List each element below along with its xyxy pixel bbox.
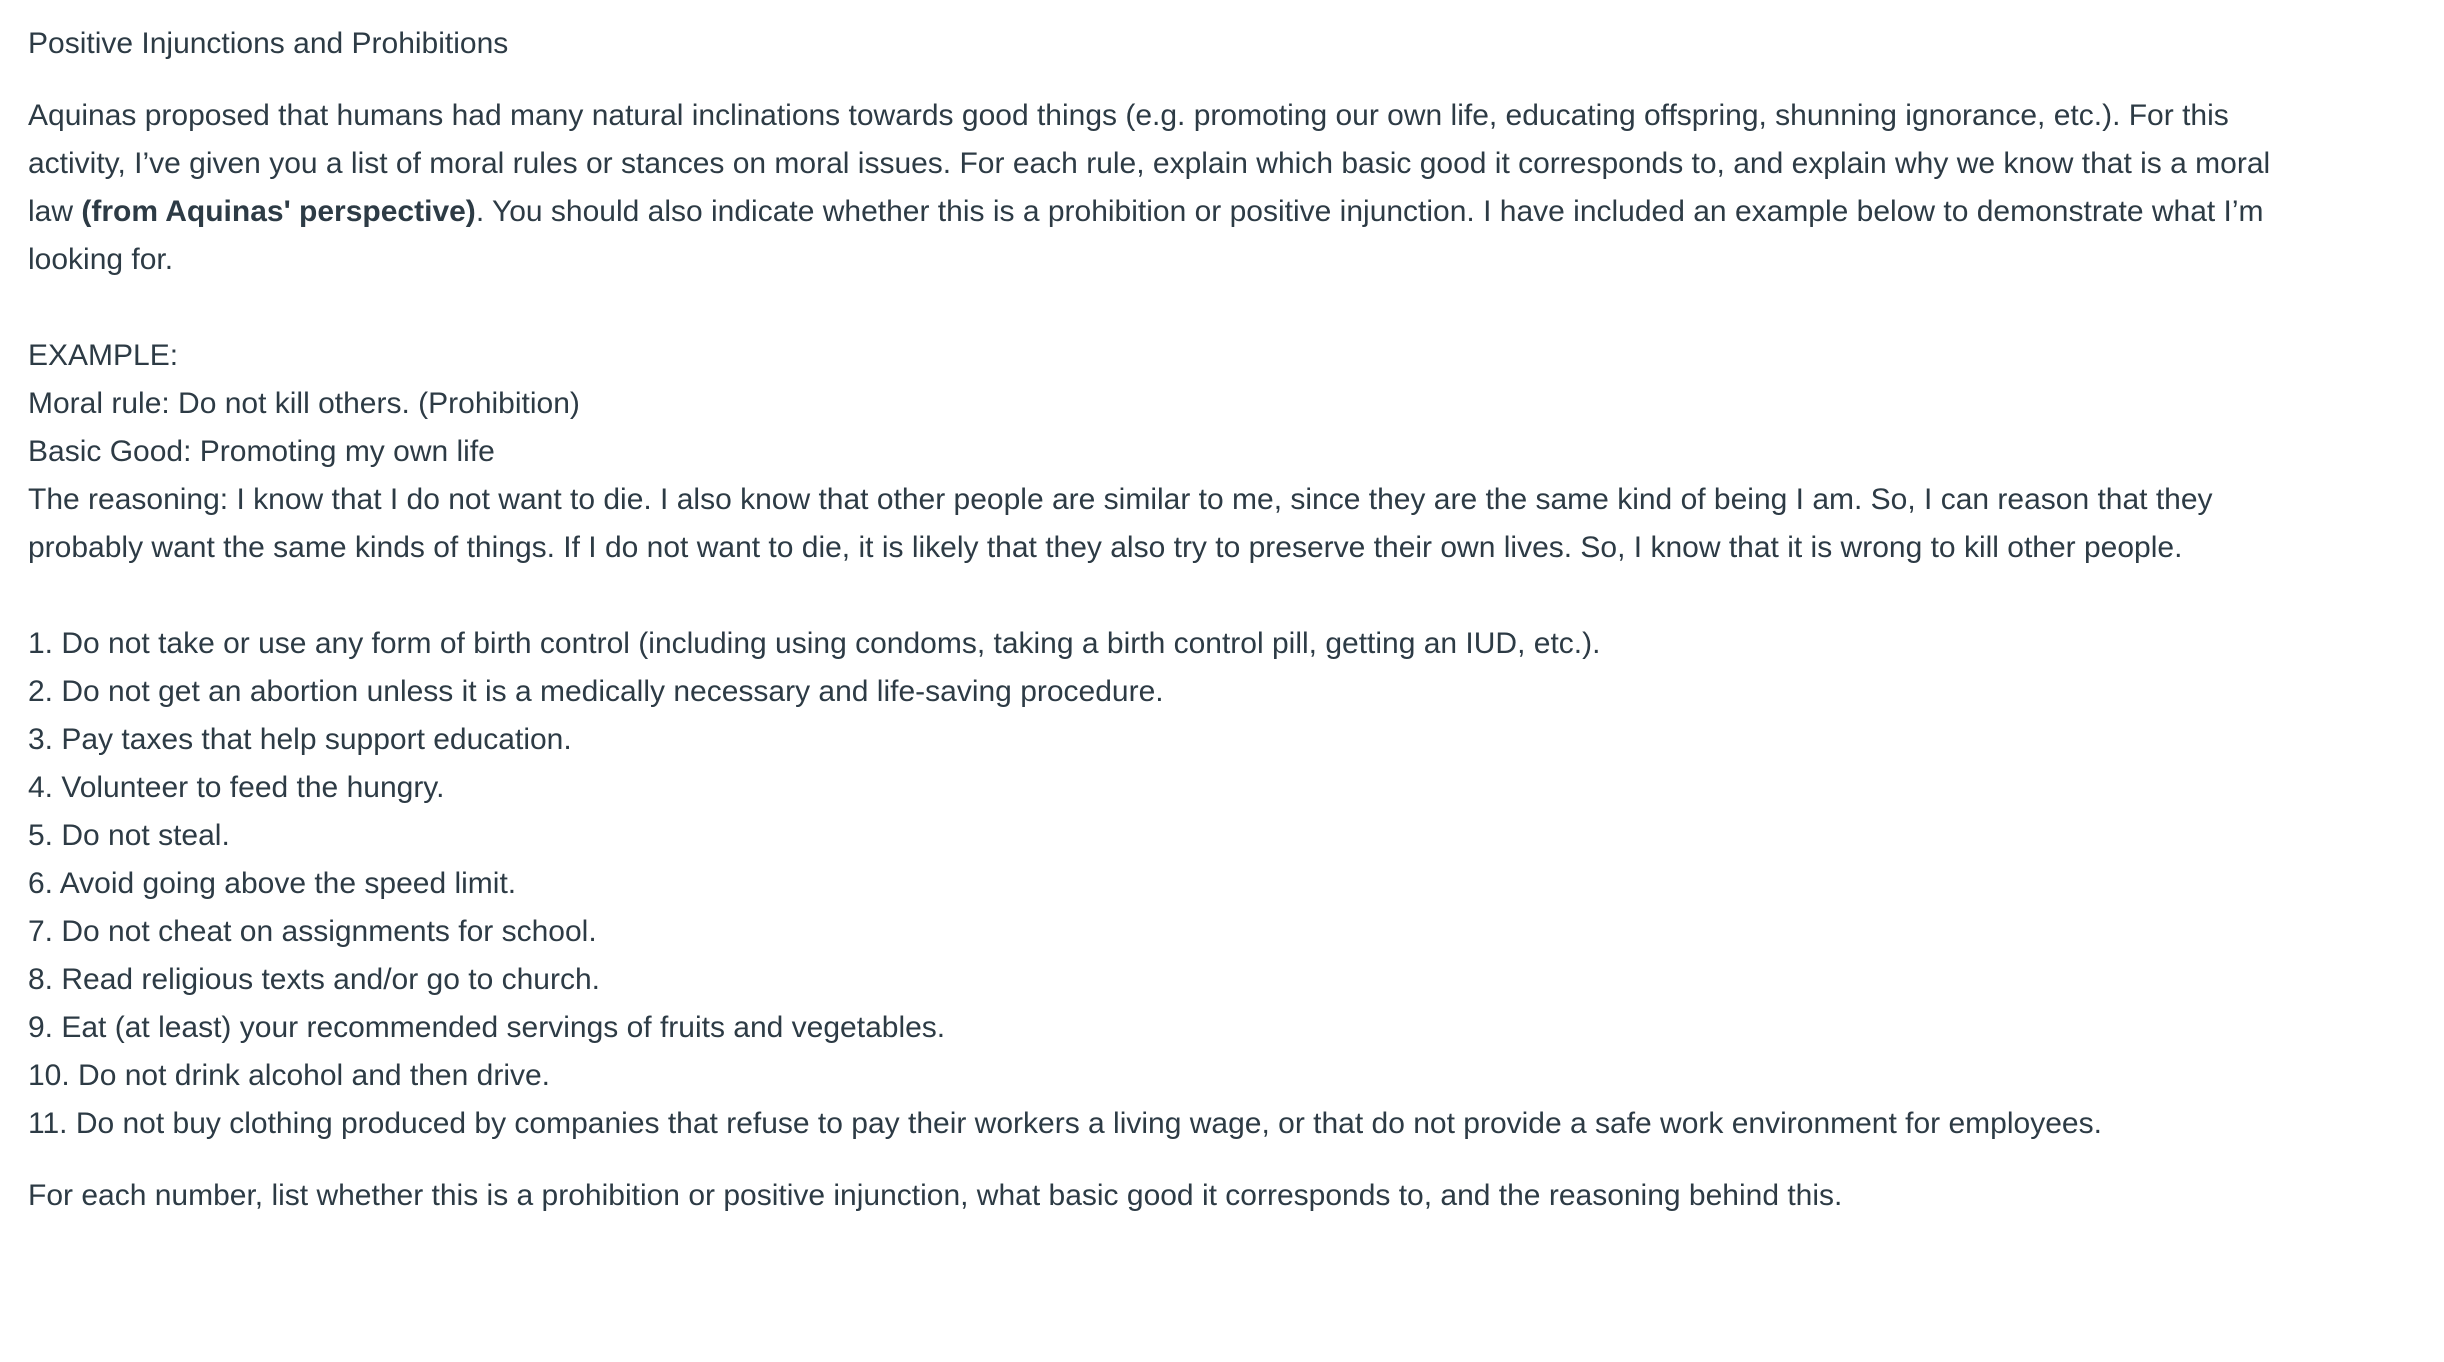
example-heading: EXAMPLE: xyxy=(28,339,179,372)
list-item: 5. Do not steal. xyxy=(28,819,230,852)
example-basic-good: Basic Good: Promoting my own life xyxy=(28,435,495,468)
list-item: 7. Do not cheat on assignments for school. xyxy=(28,915,597,948)
document-body xyxy=(28,20,2278,1220)
list-item: 3. Pay taxes that help support education. xyxy=(28,723,572,756)
example-block xyxy=(28,332,2278,572)
intro-text-continued: . You should also indicate whether this is a prohibition or positive injunction. I have included an example below to demonstrate what I’m looking for. xyxy=(28,195,2264,276)
page-title: Positive Injunctions and Prohibitions xyxy=(28,27,509,60)
intro-text: Aquinas proposed that humans had many natural inclinations towards good things (e.g. promoting our own life, educating offspring, shunning ignorance, etc.). For this activity, I’ve given you a list of moral rules or stances on moral issues. For each rule, explain which basic good it corresponds to, and explain why we know that is a moral law xyxy=(28,99,2271,228)
list-item: 10. Do not drink alcohol and then drive. xyxy=(28,1059,550,1092)
list-item: 1. Do not take or use any form of birth control (including using condoms, taking a birth control pill, getting an IUD, etc.). xyxy=(28,627,1601,660)
list-item: 2. Do not get an abortion unless it is a medically necessary and life-saving procedure. xyxy=(28,675,1164,708)
list-item: 9. Eat (at least) your recommended servings of fruits and vegetables. xyxy=(28,1011,946,1044)
example-reasoning: The reasoning: I know that I do not want to die. I also know that other people are similar to me, since they are the same kind of being I am. So, I can reason that they probably want the same kinds of things. If I do not want to die, it is likely that they also try to preserve their own lives. So, I know that it is wrong to kill other people. xyxy=(28,483,2213,564)
moral-rules-list xyxy=(28,620,2278,1148)
intro-paragraph xyxy=(28,92,2278,284)
list-item: 8. Read religious texts and/or go to church. xyxy=(28,963,600,996)
example-moral-rule: Moral rule: Do not kill others. (Prohibition) xyxy=(28,387,580,420)
list-item: 11. Do not buy clothing produced by companies that refuse to pay their workers a living wage, or that do not provide a safe work environment for employees. xyxy=(28,1107,2102,1140)
closing-instructions: For each number, list whether this is a prohibition or positive injunction, what basic good it corresponds to, and the reasoning behind this. xyxy=(28,1179,1843,1212)
intro-bold-text: (from Aquinas' perspective) xyxy=(81,195,476,228)
list-item: 4. Volunteer to feed the hungry. xyxy=(28,771,445,804)
list-item: 6. Avoid going above the speed limit. xyxy=(28,867,517,900)
